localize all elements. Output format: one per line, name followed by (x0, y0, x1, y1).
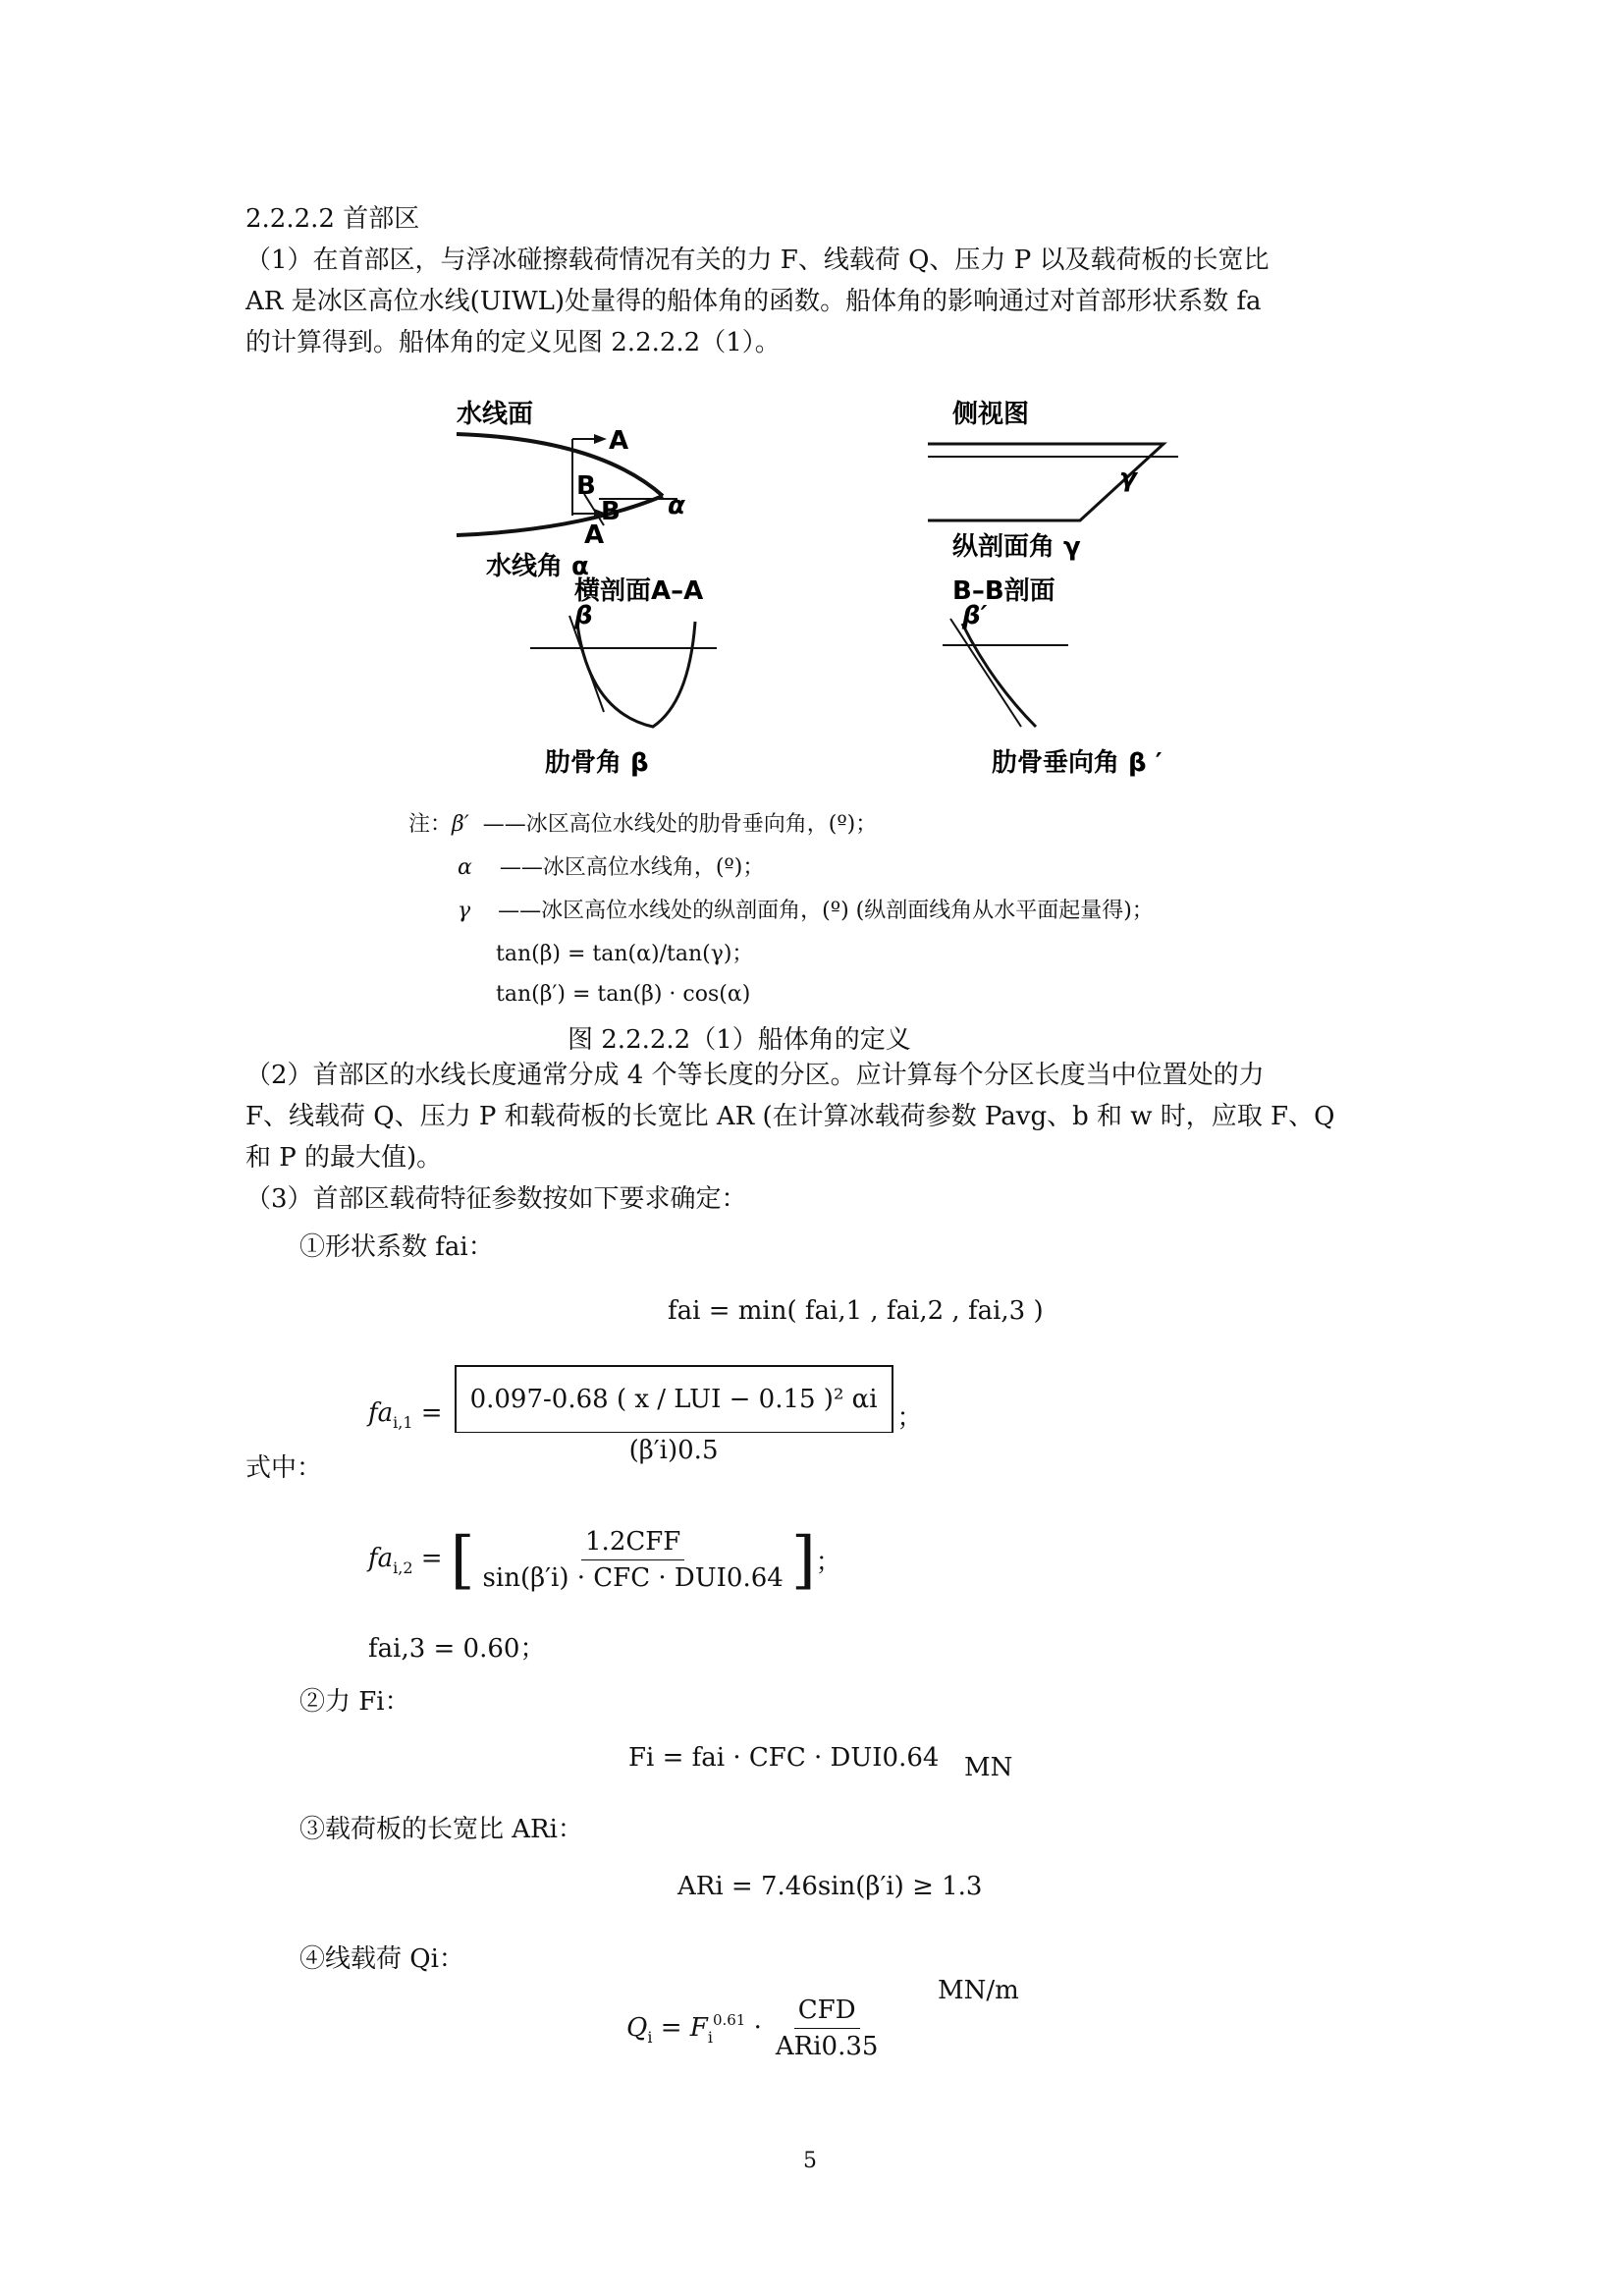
fa2-den: sin(β′i) · CFC · DUI0.64 (482, 1563, 784, 1593)
formula-F: Fi = fai · CFC · DUI0.64 (628, 1743, 940, 1773)
label-alpha: α (668, 491, 685, 520)
note-3 (458, 894, 1154, 924)
formula-F-unit: MN (964, 1753, 1013, 1782)
Q-fraction (772, 1995, 883, 2061)
Q-den: ARi0.35 (775, 2032, 879, 2061)
formula-fa1: $fa_{i,1}$ = $\frac{\text{0.097-0.68 ( x / LUI − 0.15 )² αi}}{(\beta'i)0.5}$ ； (368, 1365, 923, 1465)
fa1-den: (β′i)0.5 (628, 1436, 719, 1465)
para2-line3: 和 P 的最大值)。 (245, 1143, 443, 1173)
item-2: ②力 Fi： (299, 1687, 410, 1717)
label-A-top: A (609, 426, 629, 456)
Q-num: CFD (794, 1995, 860, 2029)
para1-line3: 的计算得到。船体角的定义见图 2.2.2.2（1）。 (245, 328, 781, 357)
note-2 (458, 850, 764, 881)
label-B-top: B (576, 471, 596, 501)
label-beta: β (574, 601, 593, 630)
item-3: ③载荷板的长宽比 ARi： (299, 1815, 583, 1844)
item-1: ①形状系数 fai： (299, 1232, 494, 1262)
para1-line1: （1）在首部区，与浮冰碰擦载荷情况有关的力 F、线载荷 Q、压力 P 以及载荷板的长宽比 (245, 246, 1270, 275)
label-A-bottom: A (584, 520, 605, 550)
formula-Q-unit: MN/m (938, 1976, 1019, 2005)
para2-line1: （2）首部区的水线长度通常分成 4 个等长度的分区。应计算每个分区长度当中位置处的力 (245, 1061, 1265, 1090)
para1-line2: AR 是冰区高位水线(UIWL)处量得的船体角的函数。船体角的影响通过对首部形状系数 fa (245, 287, 1262, 316)
note1-text: ——冰区高位水线处的肋骨垂向角，(º)； (482, 812, 878, 837)
fa2-fraction (479, 1527, 787, 1593)
label-buttock-angle: 纵剖面角 γ (952, 532, 1081, 562)
note-eq1: tan(β) = tan(α)/tan(γ)； (496, 942, 754, 966)
label-waterline-angle: 水线角 α (486, 552, 589, 581)
note-prefix: 注： (408, 812, 453, 837)
item-4: ④线载荷 Qi： (299, 1944, 464, 1974)
fa1-fraction (455, 1365, 893, 1465)
para3: （3）首部区载荷特征参数按如下要求确定： (245, 1184, 747, 1214)
note-1 (408, 807, 877, 838)
label-B-bottom: B (601, 497, 621, 526)
label-beta-prime: β′ (962, 601, 988, 630)
page-number: 5 (803, 2149, 817, 2173)
label-section-bb: B–B剖面 (952, 576, 1055, 606)
section-title: 2.2.2.2 首部区 (245, 204, 420, 234)
waterplane-upper-curve (457, 434, 663, 496)
label-gamma: γ (1119, 464, 1137, 493)
fa2-num: 1.2CFF (581, 1527, 684, 1560)
waterplane-lower-curve (457, 496, 663, 535)
label-side-view: 侧视图 (952, 400, 1030, 429)
para2-line2: F、线载荷 Q、压力 P 和载荷板的长宽比 AR (在计算冰载荷参数 Pavg、b 和 w 时，应取 F、Q (245, 1102, 1335, 1131)
where-label: 式中： (245, 1453, 323, 1483)
label-section-aa: 横剖面A–A (574, 576, 704, 606)
note3-symbol: γ (458, 899, 471, 923)
label-normal-frame-angle: 肋骨垂向角 β ′ (992, 748, 1163, 778)
figure-caption: 图 2.2.2.2（1）船体角的定义 (568, 1025, 911, 1055)
fa1-num: 0.097-0.68 ( x / LUI − 0.15 )² αi (455, 1365, 893, 1433)
formula-fa2: $fa_{i,2}$ = [ $\frac{\text{1.2CFF}}{\text{sin(β′i) · CFC · DUI0.64}}$ ] ； (368, 1523, 841, 1597)
note2-symbol: α (458, 855, 472, 880)
note3-text: ——冰区高位水线处的纵剖面角，(º) (纵剖面线角从水平面起量得)； (498, 899, 1154, 923)
hull-angle-figure (432, 388, 1217, 781)
label-waterplane: 水线面 (457, 400, 534, 429)
formula-fa3: fai,3 = 0.60； (368, 1634, 546, 1664)
formula-fa-min: fai = min( fai,1 , fai,2 , fai,3 ) (668, 1296, 1044, 1326)
note-eq2: tan(β′) = tan(β) · cos(α) (496, 982, 751, 1007)
note2-text: ——冰区高位水线角，(º)； (499, 855, 765, 880)
formula-Q: $Q_i = F_i^{0.61}$ · $\frac{\text{CFD}}{\text{ARi0.35}}$ (626, 1995, 886, 2061)
formula-AR: ARi = 7.46sin(β′i) ≥ 1.3 (677, 1872, 983, 1901)
label-frame-angle: 肋骨角 β (545, 748, 649, 778)
note1-symbol: β′ (452, 812, 469, 837)
